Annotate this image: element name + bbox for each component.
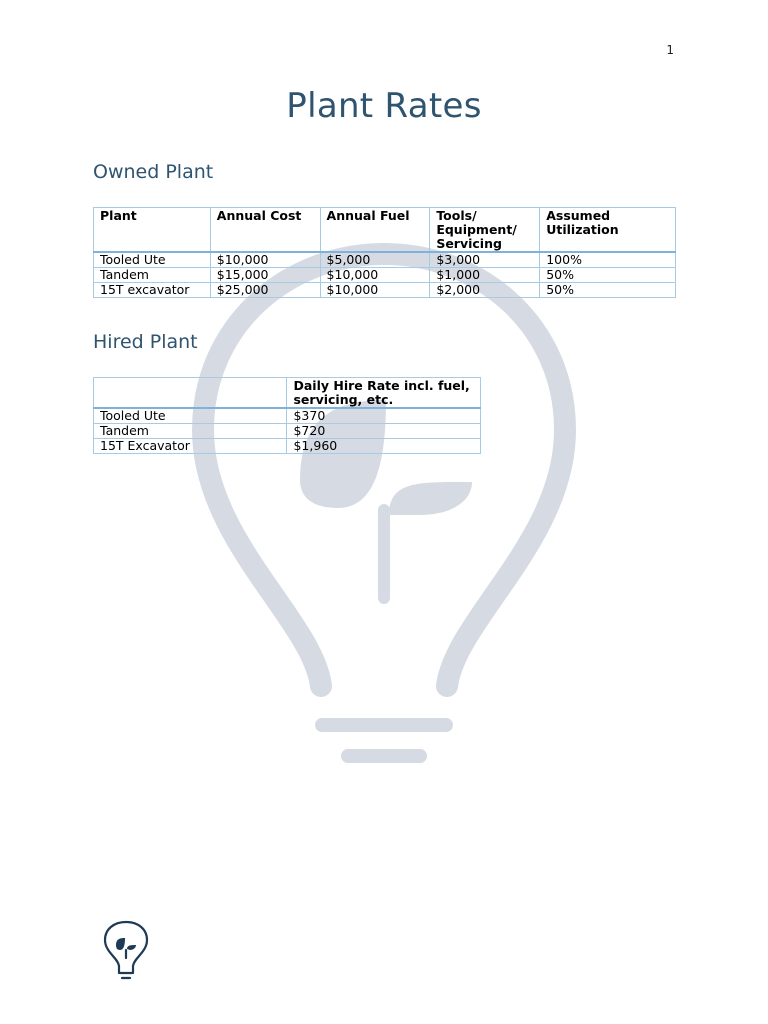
table-cell: 50% bbox=[540, 283, 676, 298]
lightbulb-logo-icon bbox=[102, 920, 150, 982]
page-title: Plant Rates bbox=[286, 86, 482, 126]
column-header: Tools/ Equipment/ Servicing bbox=[430, 208, 540, 253]
lightbulb-watermark-icon bbox=[188, 240, 580, 770]
table-header-row bbox=[94, 208, 676, 253]
table-cell: Tandem bbox=[94, 268, 211, 283]
table-cell: $10,000 bbox=[320, 268, 430, 283]
table-row bbox=[94, 424, 481, 439]
owned-plant-heading: Owned Plant bbox=[93, 161, 214, 183]
column-header: Daily Hire Rate incl. fuel, servicing, etc. bbox=[287, 378, 481, 409]
column-header: Assumed Utilization bbox=[540, 208, 676, 253]
table-cell: $1,000 bbox=[430, 268, 540, 283]
table-cell: Tooled Ute bbox=[94, 252, 211, 268]
column-header: Plant bbox=[94, 208, 211, 253]
table-cell: $15,000 bbox=[210, 268, 320, 283]
table-header-row bbox=[94, 378, 481, 409]
table-cell: $3,000 bbox=[430, 252, 540, 268]
table-row bbox=[94, 408, 481, 424]
table-cell: $720 bbox=[287, 424, 481, 439]
table-row bbox=[94, 283, 676, 298]
column-header bbox=[94, 378, 287, 409]
table-cell: $1,960 bbox=[287, 439, 481, 454]
table-cell: Tooled Ute bbox=[94, 408, 287, 424]
column-header: Annual Cost bbox=[210, 208, 320, 253]
table-cell: 100% bbox=[540, 252, 676, 268]
table-cell: $10,000 bbox=[320, 283, 430, 298]
table-row bbox=[94, 439, 481, 454]
table-cell: Tandem bbox=[94, 424, 287, 439]
table-cell: $2,000 bbox=[430, 283, 540, 298]
table-cell: 15T Excavator bbox=[94, 439, 287, 454]
table-cell: $370 bbox=[287, 408, 481, 424]
owned-plant-table bbox=[93, 207, 676, 298]
page-number: 1 bbox=[666, 43, 674, 57]
table-cell: 15T excavator bbox=[94, 283, 211, 298]
hired-plant-heading: Hired Plant bbox=[93, 331, 198, 353]
table-cell: 50% bbox=[540, 268, 676, 283]
column-header: Annual Fuel bbox=[320, 208, 430, 253]
table-row bbox=[94, 252, 676, 268]
hired-plant-table bbox=[93, 377, 481, 454]
table-cell: $10,000 bbox=[210, 252, 320, 268]
table-row bbox=[94, 268, 676, 283]
table-cell: $25,000 bbox=[210, 283, 320, 298]
table-cell: $5,000 bbox=[320, 252, 430, 268]
